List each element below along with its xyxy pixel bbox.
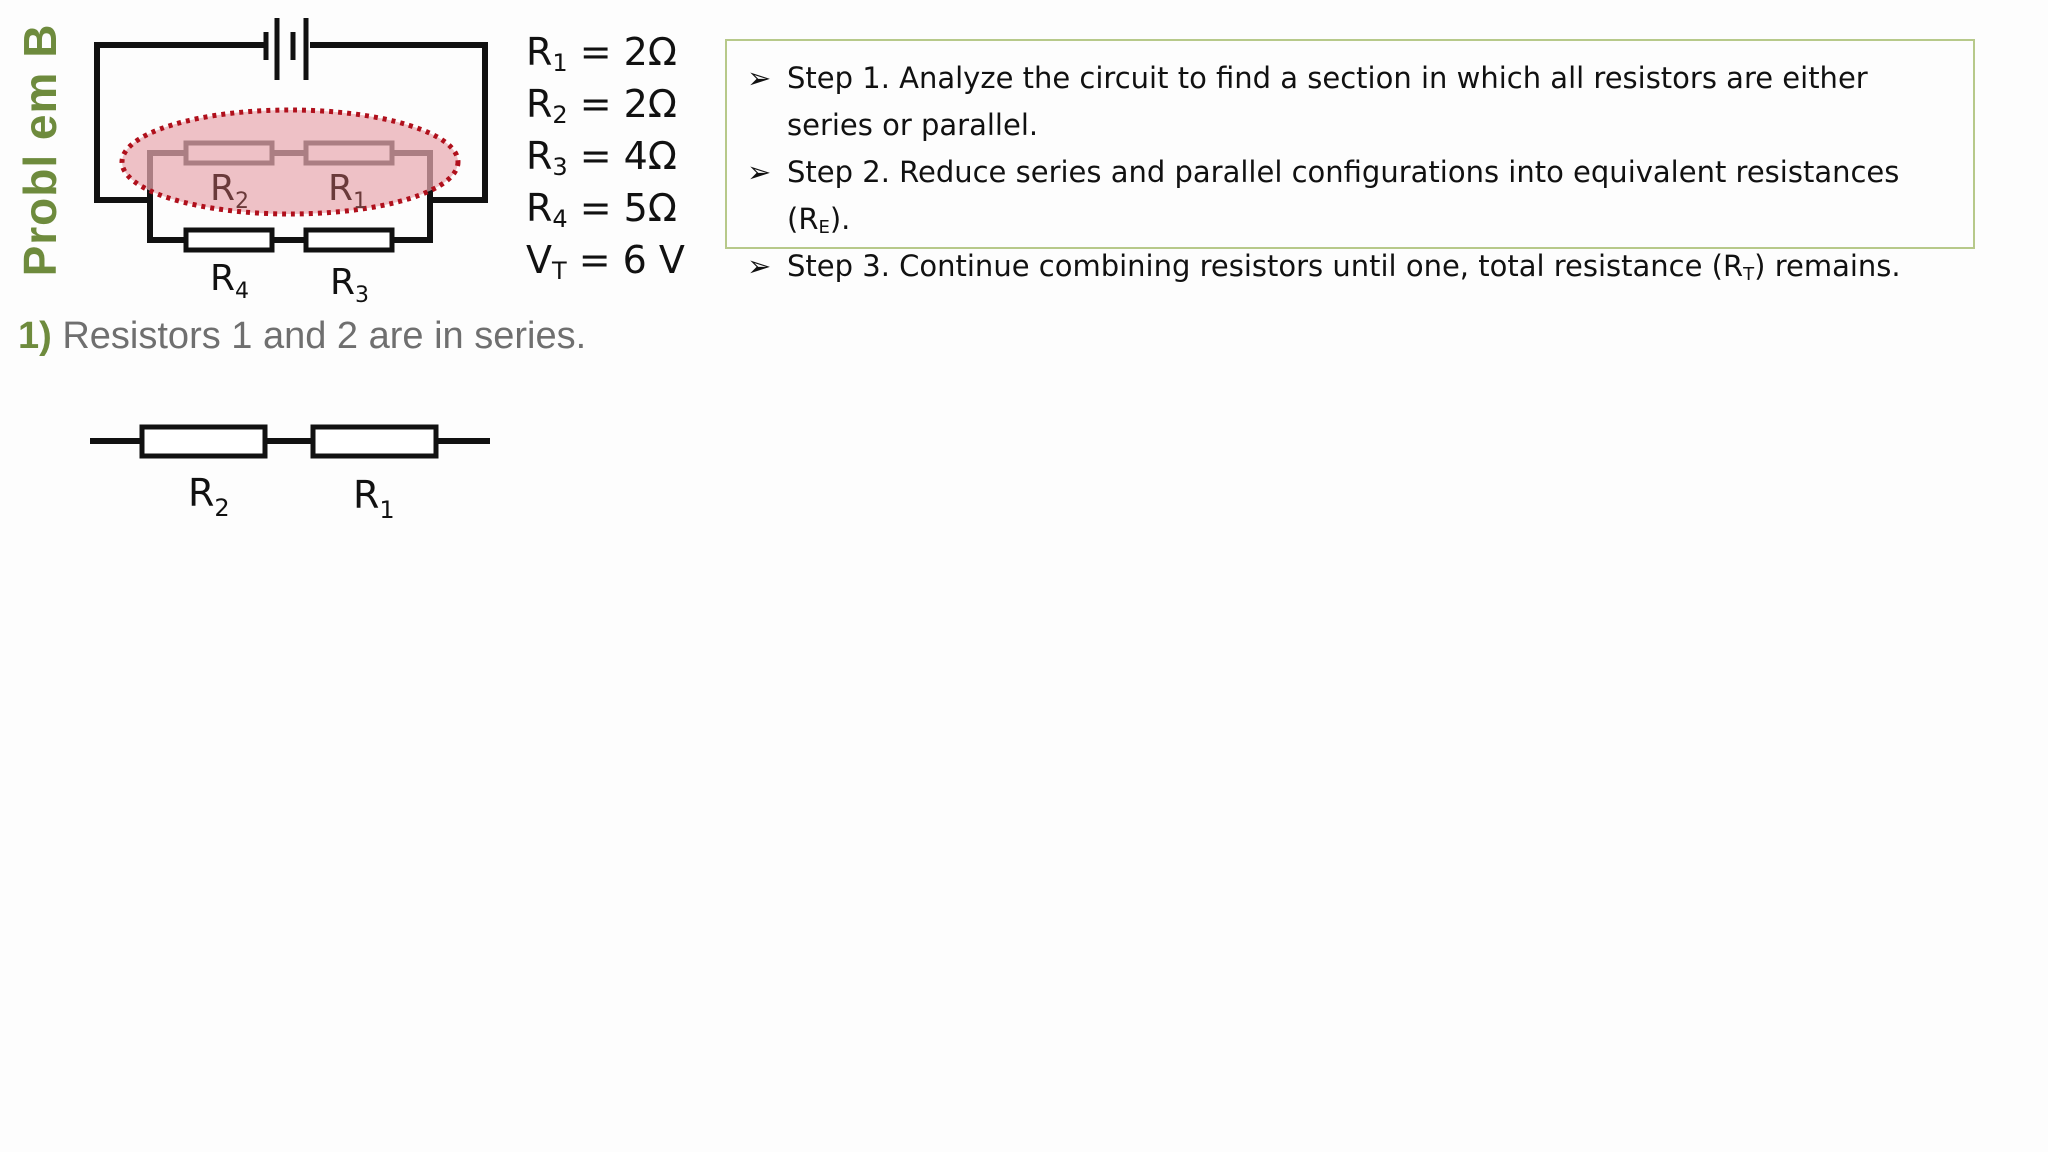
label-r4: $R_4$ <box>210 258 250 304</box>
series-resistor-r1 <box>313 427 436 456</box>
value-r2: $R_2 = 2\Omega$ <box>526 82 677 129</box>
arrow-bullet-icon: ➢ <box>747 61 772 95</box>
label-r1: $R_1$ <box>328 168 368 214</box>
step-number: 1) <box>18 315 52 357</box>
steps-list <box>727 41 1973 290</box>
value-r3: $R_3 = 4\Omega$ <box>526 134 677 181</box>
label-r2: $R_2$ <box>210 168 250 214</box>
step-item: ➢ Step 1. Analyze the circuit to find a section in which all resistors are either series or parallel. <box>747 55 1953 149</box>
battery-icon <box>266 18 306 80</box>
step-item: ➢ Step 2. Reduce series and parallel configurations into equivalent resistances $(R_E)$. <box>747 149 1953 243</box>
label-r3: $R_3$ <box>330 262 370 308</box>
step-item: ➢ Step 3. Continue combining resistors until one, total resistance $(R_T)$ remains. <box>747 243 1953 290</box>
value-r4: $R_4 = 5\Omega$ <box>526 186 677 233</box>
value-r1: $R_1 = 2\Omega$ <box>526 30 677 77</box>
highlight-ellipse <box>122 110 458 214</box>
step-text: Resistors 1 and 2 are in series. <box>51 315 587 357</box>
value-vt: $V_T = 6$ V <box>526 238 685 285</box>
side-title: Probl em B <box>14 23 66 277</box>
component-values <box>526 26 685 286</box>
arrow-bullet-icon: ➢ <box>747 155 772 189</box>
series-resistor-r2 <box>142 427 265 456</box>
step-statement <box>18 315 586 358</box>
resistor-r4 <box>186 230 272 250</box>
steps-box <box>725 39 1975 285</box>
series-label-r1: $R_1$ <box>353 473 395 524</box>
resistor-r3 <box>306 230 392 250</box>
series-label-r2: $R_2$ <box>188 471 230 522</box>
arrow-bullet-icon: ➢ <box>747 249 772 283</box>
